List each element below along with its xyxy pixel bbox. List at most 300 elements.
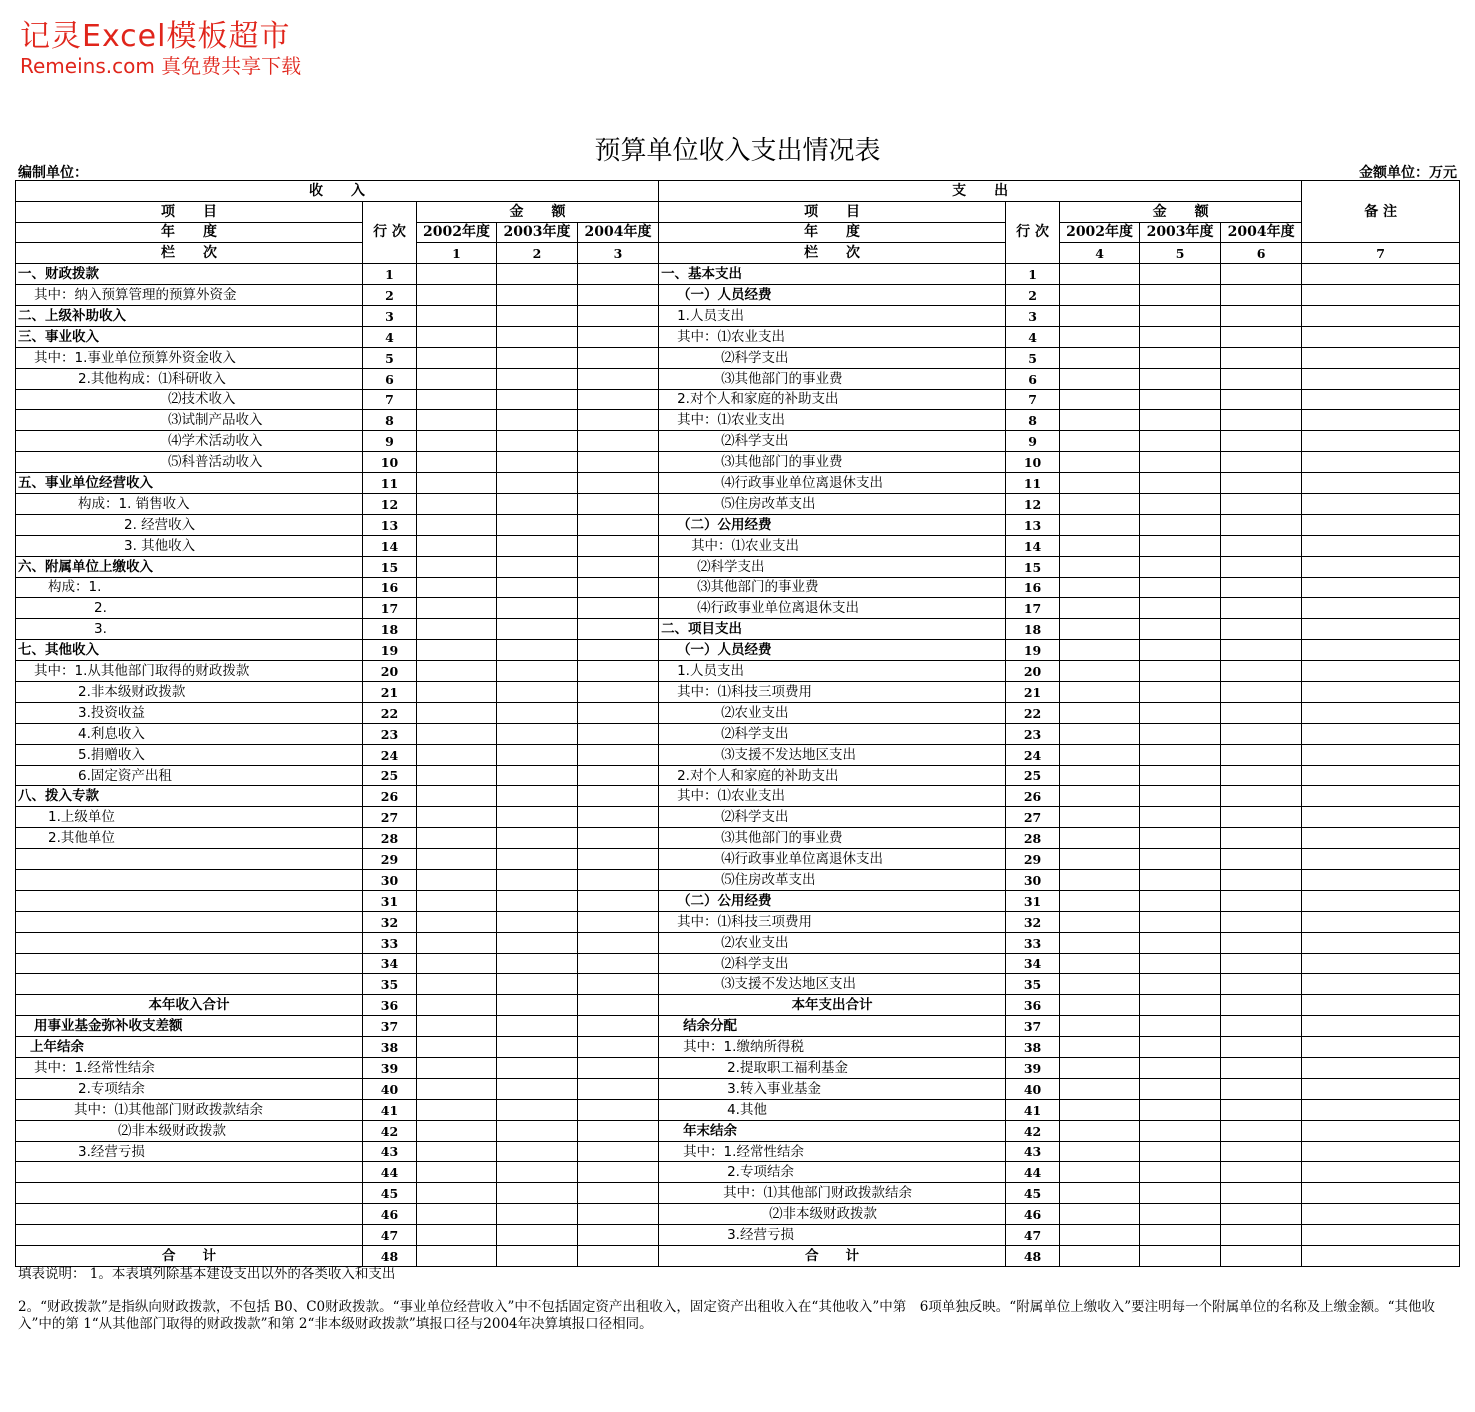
expense-2004-cell[interactable] bbox=[1221, 1246, 1302, 1267]
income-2004-cell[interactable] bbox=[578, 786, 659, 807]
income-2003-cell[interactable] bbox=[497, 535, 578, 556]
remark-cell[interactable] bbox=[1302, 911, 1460, 932]
expense-2002-cell[interactable] bbox=[1060, 995, 1140, 1016]
income-2002-cell[interactable] bbox=[417, 890, 497, 911]
expense-2004-cell[interactable] bbox=[1221, 1141, 1302, 1162]
expense-2003-cell[interactable] bbox=[1140, 911, 1221, 932]
expense-2004-cell[interactable] bbox=[1221, 1204, 1302, 1225]
remark-cell[interactable] bbox=[1302, 285, 1460, 306]
expense-2002-cell[interactable] bbox=[1060, 431, 1140, 452]
income-2002-cell[interactable] bbox=[417, 974, 497, 995]
income-2004-cell[interactable] bbox=[578, 264, 659, 285]
income-2002-cell[interactable] bbox=[417, 326, 497, 347]
expense-2004-cell[interactable] bbox=[1221, 870, 1302, 891]
expense-2003-cell[interactable] bbox=[1140, 995, 1221, 1016]
expense-2003-cell[interactable] bbox=[1140, 1078, 1221, 1099]
income-2003-cell[interactable] bbox=[497, 452, 578, 473]
expense-2002-cell[interactable] bbox=[1060, 264, 1140, 285]
expense-2002-cell[interactable] bbox=[1060, 347, 1140, 368]
income-2004-cell[interactable] bbox=[578, 473, 659, 494]
expense-2003-cell[interactable] bbox=[1140, 264, 1221, 285]
remark-cell[interactable] bbox=[1302, 661, 1460, 682]
expense-2003-cell[interactable] bbox=[1140, 1120, 1221, 1141]
income-2004-cell[interactable] bbox=[578, 828, 659, 849]
expense-2002-cell[interactable] bbox=[1060, 514, 1140, 535]
income-2003-cell[interactable] bbox=[497, 1037, 578, 1058]
income-2004-cell[interactable] bbox=[578, 723, 659, 744]
expense-2004-cell[interactable] bbox=[1221, 514, 1302, 535]
expense-2002-cell[interactable] bbox=[1060, 807, 1140, 828]
expense-2004-cell[interactable] bbox=[1221, 431, 1302, 452]
expense-2002-cell[interactable] bbox=[1060, 473, 1140, 494]
remark-cell[interactable] bbox=[1302, 682, 1460, 703]
income-2003-cell[interactable] bbox=[497, 1183, 578, 1204]
income-2003-cell[interactable] bbox=[497, 786, 578, 807]
expense-2004-cell[interactable] bbox=[1221, 1162, 1302, 1183]
income-2002-cell[interactable] bbox=[417, 368, 497, 389]
income-2003-cell[interactable] bbox=[497, 473, 578, 494]
expense-2002-cell[interactable] bbox=[1060, 640, 1140, 661]
expense-2003-cell[interactable] bbox=[1140, 786, 1221, 807]
remark-cell[interactable] bbox=[1302, 1099, 1460, 1120]
income-2002-cell[interactable] bbox=[417, 932, 497, 953]
income-2002-cell[interactable] bbox=[417, 389, 497, 410]
income-2002-cell[interactable] bbox=[417, 911, 497, 932]
income-2003-cell[interactable] bbox=[497, 347, 578, 368]
income-2003-cell[interactable] bbox=[497, 493, 578, 514]
income-2003-cell[interactable] bbox=[497, 619, 578, 640]
income-2003-cell[interactable] bbox=[497, 1099, 578, 1120]
expense-2004-cell[interactable] bbox=[1221, 974, 1302, 995]
income-2004-cell[interactable] bbox=[578, 410, 659, 431]
expense-2002-cell[interactable] bbox=[1060, 1141, 1140, 1162]
income-2002-cell[interactable] bbox=[417, 305, 497, 326]
expense-2004-cell[interactable] bbox=[1221, 1078, 1302, 1099]
income-2002-cell[interactable] bbox=[417, 577, 497, 598]
income-2004-cell[interactable] bbox=[578, 431, 659, 452]
income-2004-cell[interactable] bbox=[578, 1016, 659, 1037]
income-2003-cell[interactable] bbox=[497, 953, 578, 974]
income-2002-cell[interactable] bbox=[417, 995, 497, 1016]
remark-cell[interactable] bbox=[1302, 514, 1460, 535]
income-2002-cell[interactable] bbox=[417, 598, 497, 619]
expense-2004-cell[interactable] bbox=[1221, 535, 1302, 556]
income-2002-cell[interactable] bbox=[417, 828, 497, 849]
income-2004-cell[interactable] bbox=[578, 1120, 659, 1141]
remark-cell[interactable] bbox=[1302, 1141, 1460, 1162]
income-2003-cell[interactable] bbox=[497, 932, 578, 953]
expense-2002-cell[interactable] bbox=[1060, 556, 1140, 577]
income-2003-cell[interactable] bbox=[497, 723, 578, 744]
income-2002-cell[interactable] bbox=[417, 1204, 497, 1225]
expense-2003-cell[interactable] bbox=[1140, 932, 1221, 953]
expense-2002-cell[interactable] bbox=[1060, 1016, 1140, 1037]
income-2002-cell[interactable] bbox=[417, 1225, 497, 1246]
expense-2002-cell[interactable] bbox=[1060, 890, 1140, 911]
remark-cell[interactable] bbox=[1302, 932, 1460, 953]
remark-cell[interactable] bbox=[1302, 765, 1460, 786]
income-2004-cell[interactable] bbox=[578, 1058, 659, 1079]
expense-2002-cell[interactable] bbox=[1060, 953, 1140, 974]
expense-2002-cell[interactable] bbox=[1060, 1058, 1140, 1079]
expense-2002-cell[interactable] bbox=[1060, 326, 1140, 347]
income-2004-cell[interactable] bbox=[578, 661, 659, 682]
expense-2004-cell[interactable] bbox=[1221, 995, 1302, 1016]
expense-2003-cell[interactable] bbox=[1140, 849, 1221, 870]
remark-cell[interactable] bbox=[1302, 890, 1460, 911]
income-2002-cell[interactable] bbox=[417, 1120, 497, 1141]
expense-2004-cell[interactable] bbox=[1221, 619, 1302, 640]
income-2004-cell[interactable] bbox=[578, 1078, 659, 1099]
expense-2003-cell[interactable] bbox=[1140, 702, 1221, 723]
remark-cell[interactable] bbox=[1302, 1120, 1460, 1141]
expense-2003-cell[interactable] bbox=[1140, 535, 1221, 556]
income-2002-cell[interactable] bbox=[417, 1141, 497, 1162]
expense-2004-cell[interactable] bbox=[1221, 347, 1302, 368]
income-2004-cell[interactable] bbox=[578, 932, 659, 953]
income-2004-cell[interactable] bbox=[578, 368, 659, 389]
income-2003-cell[interactable] bbox=[497, 1016, 578, 1037]
income-2003-cell[interactable] bbox=[497, 744, 578, 765]
expense-2004-cell[interactable] bbox=[1221, 1037, 1302, 1058]
income-2004-cell[interactable] bbox=[578, 765, 659, 786]
income-2002-cell[interactable] bbox=[417, 953, 497, 974]
remark-cell[interactable] bbox=[1302, 305, 1460, 326]
expense-2003-cell[interactable] bbox=[1140, 556, 1221, 577]
expense-2004-cell[interactable] bbox=[1221, 640, 1302, 661]
expense-2004-cell[interactable] bbox=[1221, 807, 1302, 828]
expense-2003-cell[interactable] bbox=[1140, 347, 1221, 368]
income-2003-cell[interactable] bbox=[497, 995, 578, 1016]
remark-cell[interactable] bbox=[1302, 452, 1460, 473]
income-2002-cell[interactable] bbox=[417, 619, 497, 640]
expense-2004-cell[interactable] bbox=[1221, 493, 1302, 514]
expense-2002-cell[interactable] bbox=[1060, 577, 1140, 598]
income-2004-cell[interactable] bbox=[578, 1204, 659, 1225]
expense-2004-cell[interactable] bbox=[1221, 326, 1302, 347]
income-2003-cell[interactable] bbox=[497, 1204, 578, 1225]
income-2002-cell[interactable] bbox=[417, 410, 497, 431]
expense-2003-cell[interactable] bbox=[1140, 1225, 1221, 1246]
income-2004-cell[interactable] bbox=[578, 890, 659, 911]
income-2003-cell[interactable] bbox=[497, 702, 578, 723]
expense-2003-cell[interactable] bbox=[1140, 974, 1221, 995]
income-2003-cell[interactable] bbox=[497, 1162, 578, 1183]
expense-2004-cell[interactable] bbox=[1221, 765, 1302, 786]
income-2004-cell[interactable] bbox=[578, 452, 659, 473]
income-2004-cell[interactable] bbox=[578, 744, 659, 765]
income-2002-cell[interactable] bbox=[417, 1183, 497, 1204]
income-2003-cell[interactable] bbox=[497, 870, 578, 891]
income-2003-cell[interactable] bbox=[497, 640, 578, 661]
expense-2002-cell[interactable] bbox=[1060, 368, 1140, 389]
expense-2003-cell[interactable] bbox=[1140, 577, 1221, 598]
expense-2003-cell[interactable] bbox=[1140, 285, 1221, 306]
expense-2004-cell[interactable] bbox=[1221, 911, 1302, 932]
expense-2003-cell[interactable] bbox=[1140, 640, 1221, 661]
income-2004-cell[interactable] bbox=[578, 577, 659, 598]
expense-2004-cell[interactable] bbox=[1221, 1099, 1302, 1120]
income-2004-cell[interactable] bbox=[578, 1183, 659, 1204]
income-2003-cell[interactable] bbox=[497, 285, 578, 306]
remark-cell[interactable] bbox=[1302, 473, 1460, 494]
expense-2002-cell[interactable] bbox=[1060, 598, 1140, 619]
income-2003-cell[interactable] bbox=[497, 765, 578, 786]
expense-2002-cell[interactable] bbox=[1060, 849, 1140, 870]
income-2004-cell[interactable] bbox=[578, 326, 659, 347]
income-2002-cell[interactable] bbox=[417, 786, 497, 807]
income-2002-cell[interactable] bbox=[417, 849, 497, 870]
income-2004-cell[interactable] bbox=[578, 598, 659, 619]
income-2003-cell[interactable] bbox=[497, 849, 578, 870]
income-2004-cell[interactable] bbox=[578, 849, 659, 870]
expense-2004-cell[interactable] bbox=[1221, 890, 1302, 911]
income-2003-cell[interactable] bbox=[497, 974, 578, 995]
remark-cell[interactable] bbox=[1302, 1037, 1460, 1058]
expense-2003-cell[interactable] bbox=[1140, 744, 1221, 765]
income-2002-cell[interactable] bbox=[417, 493, 497, 514]
expense-2003-cell[interactable] bbox=[1140, 723, 1221, 744]
income-2004-cell[interactable] bbox=[578, 514, 659, 535]
income-2002-cell[interactable] bbox=[417, 765, 497, 786]
expense-2002-cell[interactable] bbox=[1060, 452, 1140, 473]
remark-cell[interactable] bbox=[1302, 640, 1460, 661]
income-2004-cell[interactable] bbox=[578, 619, 659, 640]
remark-cell[interactable] bbox=[1302, 974, 1460, 995]
income-2002-cell[interactable] bbox=[417, 1162, 497, 1183]
income-2002-cell[interactable] bbox=[417, 870, 497, 891]
expense-2004-cell[interactable] bbox=[1221, 786, 1302, 807]
income-2003-cell[interactable] bbox=[497, 807, 578, 828]
remark-cell[interactable] bbox=[1302, 431, 1460, 452]
expense-2004-cell[interactable] bbox=[1221, 1183, 1302, 1204]
income-2002-cell[interactable] bbox=[417, 473, 497, 494]
remark-cell[interactable] bbox=[1302, 953, 1460, 974]
expense-2003-cell[interactable] bbox=[1140, 1058, 1221, 1079]
expense-2002-cell[interactable] bbox=[1060, 765, 1140, 786]
expense-2004-cell[interactable] bbox=[1221, 556, 1302, 577]
income-2002-cell[interactable] bbox=[417, 661, 497, 682]
income-2002-cell[interactable] bbox=[417, 1099, 497, 1120]
expense-2002-cell[interactable] bbox=[1060, 682, 1140, 703]
expense-2002-cell[interactable] bbox=[1060, 1120, 1140, 1141]
remark-cell[interactable] bbox=[1302, 619, 1460, 640]
income-2004-cell[interactable] bbox=[578, 493, 659, 514]
income-2004-cell[interactable] bbox=[578, 389, 659, 410]
income-2004-cell[interactable] bbox=[578, 640, 659, 661]
expense-2004-cell[interactable] bbox=[1221, 1058, 1302, 1079]
expense-2002-cell[interactable] bbox=[1060, 828, 1140, 849]
income-2002-cell[interactable] bbox=[417, 702, 497, 723]
income-2004-cell[interactable] bbox=[578, 347, 659, 368]
expense-2002-cell[interactable] bbox=[1060, 661, 1140, 682]
expense-2003-cell[interactable] bbox=[1140, 389, 1221, 410]
expense-2002-cell[interactable] bbox=[1060, 535, 1140, 556]
expense-2004-cell[interactable] bbox=[1221, 473, 1302, 494]
expense-2002-cell[interactable] bbox=[1060, 1078, 1140, 1099]
remark-cell[interactable] bbox=[1302, 702, 1460, 723]
expense-2003-cell[interactable] bbox=[1140, 473, 1221, 494]
income-2004-cell[interactable] bbox=[578, 1037, 659, 1058]
remark-cell[interactable] bbox=[1302, 556, 1460, 577]
expense-2002-cell[interactable] bbox=[1060, 305, 1140, 326]
income-2003-cell[interactable] bbox=[497, 264, 578, 285]
income-2002-cell[interactable] bbox=[417, 723, 497, 744]
income-2003-cell[interactable] bbox=[497, 1225, 578, 1246]
income-2004-cell[interactable] bbox=[578, 995, 659, 1016]
expense-2003-cell[interactable] bbox=[1140, 1141, 1221, 1162]
expense-2002-cell[interactable] bbox=[1060, 389, 1140, 410]
expense-2004-cell[interactable] bbox=[1221, 828, 1302, 849]
income-2003-cell[interactable] bbox=[497, 1078, 578, 1099]
income-2004-cell[interactable] bbox=[578, 953, 659, 974]
income-2002-cell[interactable] bbox=[417, 556, 497, 577]
remark-cell[interactable] bbox=[1302, 347, 1460, 368]
expense-2003-cell[interactable] bbox=[1140, 1099, 1221, 1120]
expense-2003-cell[interactable] bbox=[1140, 1037, 1221, 1058]
expense-2003-cell[interactable] bbox=[1140, 682, 1221, 703]
income-2004-cell[interactable] bbox=[578, 1162, 659, 1183]
expense-2002-cell[interactable] bbox=[1060, 744, 1140, 765]
expense-2004-cell[interactable] bbox=[1221, 723, 1302, 744]
remark-cell[interactable] bbox=[1302, 1246, 1460, 1267]
remark-cell[interactable] bbox=[1302, 577, 1460, 598]
income-2003-cell[interactable] bbox=[497, 577, 578, 598]
expense-2003-cell[interactable] bbox=[1140, 598, 1221, 619]
income-2002-cell[interactable] bbox=[417, 640, 497, 661]
remark-cell[interactable] bbox=[1302, 828, 1460, 849]
remark-cell[interactable] bbox=[1302, 1078, 1460, 1099]
remark-cell[interactable] bbox=[1302, 744, 1460, 765]
income-2003-cell[interactable] bbox=[497, 1246, 578, 1267]
expense-2002-cell[interactable] bbox=[1060, 1225, 1140, 1246]
income-2004-cell[interactable] bbox=[578, 807, 659, 828]
remark-cell[interactable] bbox=[1302, 410, 1460, 431]
remark-cell[interactable] bbox=[1302, 1183, 1460, 1204]
income-2003-cell[interactable] bbox=[497, 389, 578, 410]
expense-2003-cell[interactable] bbox=[1140, 828, 1221, 849]
income-2004-cell[interactable] bbox=[578, 1099, 659, 1120]
remark-cell[interactable] bbox=[1302, 389, 1460, 410]
expense-2003-cell[interactable] bbox=[1140, 807, 1221, 828]
income-2002-cell[interactable] bbox=[417, 1078, 497, 1099]
income-2003-cell[interactable] bbox=[497, 431, 578, 452]
income-2003-cell[interactable] bbox=[497, 1141, 578, 1162]
remark-cell[interactable] bbox=[1302, 995, 1460, 1016]
remark-cell[interactable] bbox=[1302, 326, 1460, 347]
expense-2004-cell[interactable] bbox=[1221, 744, 1302, 765]
income-2002-cell[interactable] bbox=[417, 347, 497, 368]
expense-2002-cell[interactable] bbox=[1060, 911, 1140, 932]
remark-cell[interactable] bbox=[1302, 870, 1460, 891]
expense-2004-cell[interactable] bbox=[1221, 389, 1302, 410]
remark-cell[interactable] bbox=[1302, 807, 1460, 828]
remark-cell[interactable] bbox=[1302, 1204, 1460, 1225]
expense-2002-cell[interactable] bbox=[1060, 723, 1140, 744]
expense-2004-cell[interactable] bbox=[1221, 285, 1302, 306]
expense-2002-cell[interactable] bbox=[1060, 285, 1140, 306]
expense-2004-cell[interactable] bbox=[1221, 953, 1302, 974]
income-2003-cell[interactable] bbox=[497, 890, 578, 911]
income-2004-cell[interactable] bbox=[578, 305, 659, 326]
remark-cell[interactable] bbox=[1302, 1058, 1460, 1079]
income-2002-cell[interactable] bbox=[417, 431, 497, 452]
income-2003-cell[interactable] bbox=[497, 828, 578, 849]
expense-2002-cell[interactable] bbox=[1060, 1099, 1140, 1120]
income-2004-cell[interactable] bbox=[578, 1141, 659, 1162]
expense-2003-cell[interactable] bbox=[1140, 431, 1221, 452]
remark-cell[interactable] bbox=[1302, 368, 1460, 389]
expense-2002-cell[interactable] bbox=[1060, 786, 1140, 807]
remark-cell[interactable] bbox=[1302, 264, 1460, 285]
income-2004-cell[interactable] bbox=[578, 1225, 659, 1246]
income-2003-cell[interactable] bbox=[497, 305, 578, 326]
expense-2003-cell[interactable] bbox=[1140, 493, 1221, 514]
remark-cell[interactable] bbox=[1302, 598, 1460, 619]
expense-2002-cell[interactable] bbox=[1060, 1162, 1140, 1183]
income-2002-cell[interactable] bbox=[417, 452, 497, 473]
expense-2002-cell[interactable] bbox=[1060, 932, 1140, 953]
remark-cell[interactable] bbox=[1302, 849, 1460, 870]
expense-2003-cell[interactable] bbox=[1140, 765, 1221, 786]
expense-2002-cell[interactable] bbox=[1060, 702, 1140, 723]
income-2002-cell[interactable] bbox=[417, 264, 497, 285]
expense-2004-cell[interactable] bbox=[1221, 368, 1302, 389]
income-2002-cell[interactable] bbox=[417, 744, 497, 765]
expense-2003-cell[interactable] bbox=[1140, 661, 1221, 682]
expense-2002-cell[interactable] bbox=[1060, 1204, 1140, 1225]
income-2002-cell[interactable] bbox=[417, 285, 497, 306]
income-2003-cell[interactable] bbox=[497, 911, 578, 932]
expense-2004-cell[interactable] bbox=[1221, 661, 1302, 682]
income-2004-cell[interactable] bbox=[578, 974, 659, 995]
expense-2002-cell[interactable] bbox=[1060, 974, 1140, 995]
remark-cell[interactable] bbox=[1302, 1162, 1460, 1183]
expense-2003-cell[interactable] bbox=[1140, 1204, 1221, 1225]
expense-2004-cell[interactable] bbox=[1221, 452, 1302, 473]
income-2004-cell[interactable] bbox=[578, 870, 659, 891]
expense-2003-cell[interactable] bbox=[1140, 410, 1221, 431]
expense-2003-cell[interactable] bbox=[1140, 870, 1221, 891]
remark-cell[interactable] bbox=[1302, 786, 1460, 807]
income-2002-cell[interactable] bbox=[417, 682, 497, 703]
expense-2004-cell[interactable] bbox=[1221, 1016, 1302, 1037]
expense-2002-cell[interactable] bbox=[1060, 1246, 1140, 1267]
expense-2003-cell[interactable] bbox=[1140, 1183, 1221, 1204]
income-2003-cell[interactable] bbox=[497, 326, 578, 347]
income-2003-cell[interactable] bbox=[497, 682, 578, 703]
income-2003-cell[interactable] bbox=[497, 661, 578, 682]
expense-2003-cell[interactable] bbox=[1140, 619, 1221, 640]
income-2002-cell[interactable] bbox=[417, 1037, 497, 1058]
expense-2003-cell[interactable] bbox=[1140, 514, 1221, 535]
income-2002-cell[interactable] bbox=[417, 514, 497, 535]
income-2003-cell[interactable] bbox=[497, 598, 578, 619]
expense-2004-cell[interactable] bbox=[1221, 682, 1302, 703]
expense-2002-cell[interactable] bbox=[1060, 410, 1140, 431]
expense-2002-cell[interactable] bbox=[1060, 1183, 1140, 1204]
expense-2004-cell[interactable] bbox=[1221, 410, 1302, 431]
income-2003-cell[interactable] bbox=[497, 514, 578, 535]
remark-cell[interactable] bbox=[1302, 535, 1460, 556]
income-2003-cell[interactable] bbox=[497, 410, 578, 431]
expense-2002-cell[interactable] bbox=[1060, 1037, 1140, 1058]
expense-2002-cell[interactable] bbox=[1060, 493, 1140, 514]
expense-2003-cell[interactable] bbox=[1140, 1246, 1221, 1267]
income-2004-cell[interactable] bbox=[578, 535, 659, 556]
income-2002-cell[interactable] bbox=[417, 535, 497, 556]
expense-2004-cell[interactable] bbox=[1221, 1120, 1302, 1141]
